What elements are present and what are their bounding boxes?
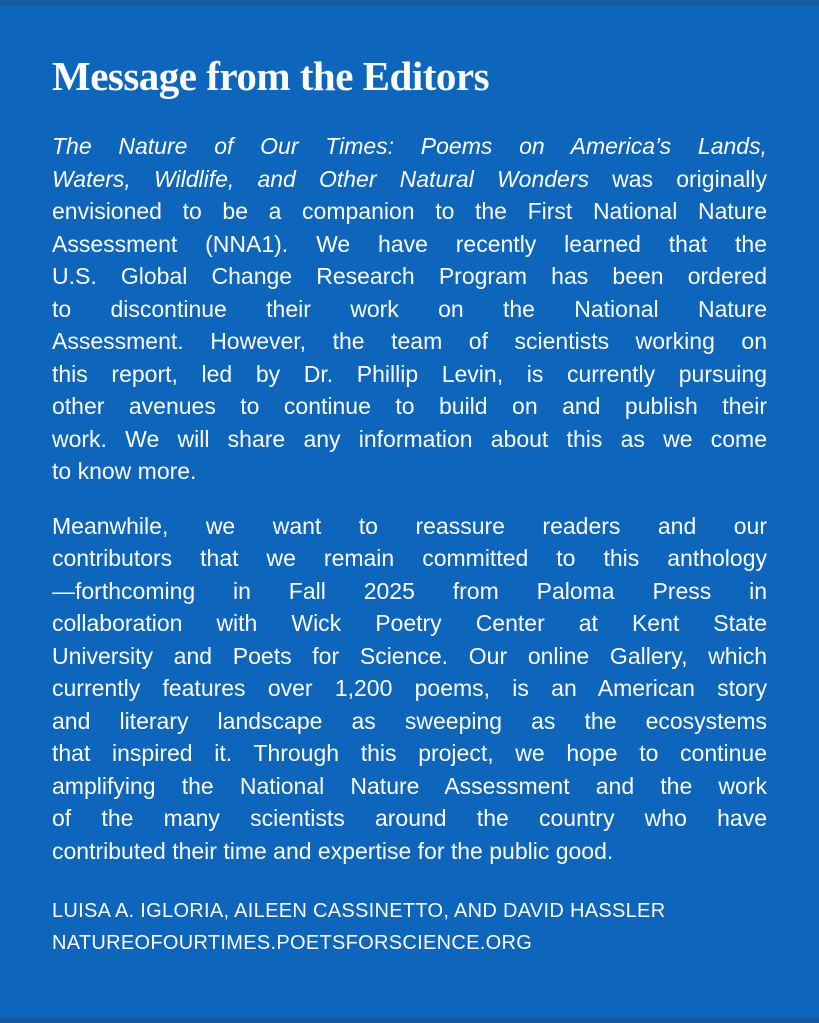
text-line: University and Poets for Science. Our online Gallery, which (52, 642, 767, 669)
text-line: amplifying the National Nature Assessment and the work (52, 772, 767, 799)
text-line: work. We will share any information about this as we come (52, 425, 767, 452)
text-line: collaboration with Wick Poetry Center at Kent State (52, 610, 767, 636)
text-line: to discontinue their work on the National Nature (52, 295, 767, 322)
text-line: The Nature of Our Times: Poems on America’s Lands, (52, 133, 767, 159)
text-line: to know more. (52, 458, 197, 484)
text-line: Meanwhile, we want to reassure readers and our (52, 512, 767, 539)
message-body (52, 130, 767, 867)
text-line: contributed their time and expertise for the public good. (52, 837, 614, 864)
text-line: contributors that we remain committed to this anthology (52, 545, 767, 571)
text-line: this report, led by Dr. Phillip Levin, is currently pursuing (52, 360, 767, 387)
paragraph-anthology-commitment (52, 510, 767, 868)
paragraph-nna-update (52, 130, 767, 488)
bottom-edge-bar (0, 1018, 819, 1023)
text-line: envisioned to be a companion to the First National Nature (52, 198, 767, 224)
text-line: U.S. Global Change Research Program has been ordered (52, 263, 767, 289)
editor-names: LUISA A. IGLORIA, AILEEN CASSINETTO, AND DAVID HASSLER (52, 900, 666, 922)
website-url: NATUREOFOURTIMES.POETSFORSCIENCE.ORG (52, 932, 533, 954)
text-line: that inspired it. Through this project, we hope to continue (52, 740, 767, 766)
text-line: Waters, Wildlife, and Other Natural Wonders was originally (52, 165, 767, 192)
text-line: Assessment. However, the team of scientists working on (52, 328, 767, 354)
text-line: —forthcoming in Fall 2025 from Paloma Press in (52, 577, 767, 604)
page-title: Message from the Editors (52, 53, 490, 99)
text-line: Assessment (NNA1). We have recently learned that the (52, 230, 767, 257)
text-line: of the many scientists around the country who have (52, 805, 767, 831)
top-edge-bar (0, 0, 819, 5)
text-line: currently features over 1,200 poems, is an American story (52, 675, 767, 701)
text-line: other avenues to continue to build on and publish their (52, 393, 767, 419)
footer (52, 895, 767, 959)
text-line: and literary landscape as sweeping as the ecosystems (52, 707, 767, 734)
